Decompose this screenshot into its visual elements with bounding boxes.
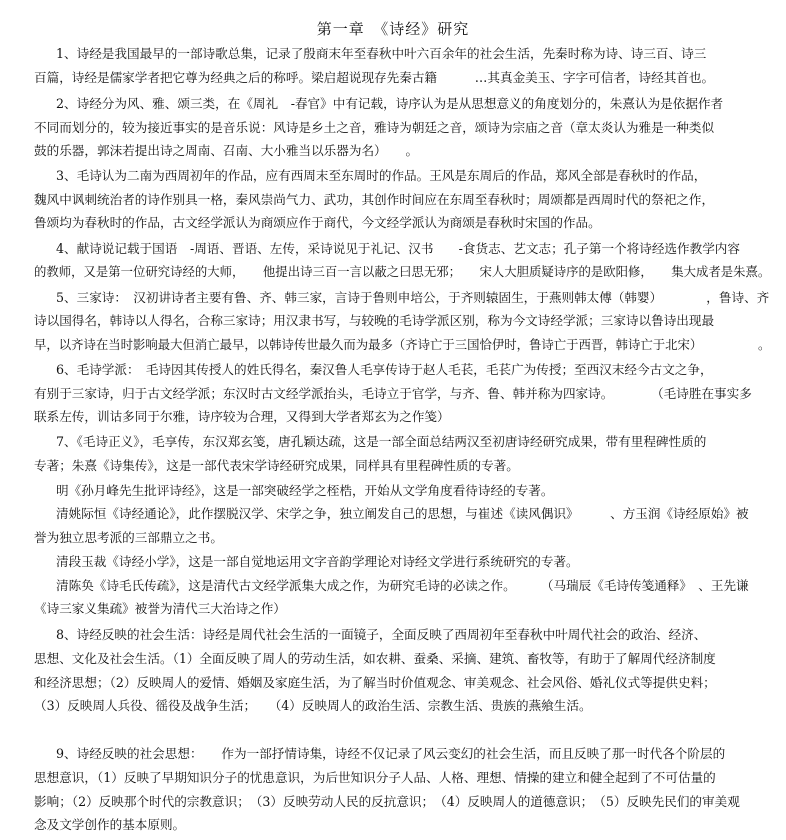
chapter-title: 第一章 《诗经》研究 (316, 20, 470, 38)
para-7-line-2: 专著；朱熹《诗集传》，这是一部代表宋学诗经研究成果，同样具有里程碑性质的专著。 (34, 458, 519, 473)
para-4-line-2: 的教师，又是第一位研究诗经的大师， 他提出诗三百一言以蔽之曰思无邪； 宋人大胆质疑诗序的是欧阳修， 集大成者是朱熹。 (34, 265, 771, 279)
para-8-line-2: 思想、文化及社会生活。（1）全面反映了周人的劳动生活，如农耕、蚕桑、采摘、建筑、畜牧等，有助于了解周代经济制度 (34, 651, 716, 666)
para-1-line-1: 1、诗经是我国最早的一部诗歌总集，记录了殷商末年至春秋中叶六百余年的社会生活，先秦时称为诗、诗三百、诗三 (56, 46, 707, 61)
para-3-line-3: 鲁颂均为春秋时的作品，古文经学派认为商颂应作于商代，今文经学派认为商颂是春秋时宋国的作品。 (34, 215, 601, 230)
para-5-line-2: 诗以国得名，韩诗以人得名，合称三家诗；用汉隶书写，与较晚的毛诗学派区别，称为今文诗经学派；三家诗以鲁诗出现最 (34, 313, 715, 328)
para-6-line-2: 有别于三家诗，归于古文经学派；东汉时古文经学派抬头，毛诗立于官学，与齐、鲁、韩并称为四家诗。 （毛诗胜在事实多 (34, 386, 752, 401)
para-5-line-3: 早，以齐诗在当时影响最大但消亡最早，以韩诗传世最久而为最多（齐诗亡于三国恰伊时，鲁诗亡于西晋，韩诗亡于北宋） 。 (34, 338, 771, 352)
para-2-line-2: 不同而划分的，较为接近事实的是音乐说：风诗是乡土之音，雅诗为朝廷之音，颂诗为宗庙之音（章太炎认为雅是一种类似 (34, 120, 715, 135)
para-3-line-1: 3、毛诗认为二南为西周初年的作品，应有西周末至东周时的作品。王风是东周后的作品，郑风全部是春秋时的作品， (56, 168, 707, 183)
para-7-line-4: 清姚际恒《诗经通论》，此作摆脱汉学、宋学之争，独立阐发自己的思想，与崔述《读风偶识》 、方玉润《诗经原始》被 (56, 506, 749, 521)
para-5-line-1: 5、三家诗： 汉初讲诗者主要有鲁、齐、韩三家，言诗于鲁则申培公，于齐则辕固生，于燕则韩太傅（韩婴） ，鲁诗、齐 (56, 290, 770, 305)
para-6-line-3: 联系左传，训诂多同于尔雅，诗序较为合理，又得到大学者郑玄为之作笺） (34, 409, 450, 424)
para-7-line-7: 清陈奂《诗毛氏传疏》，这是清代古文经学派集大成之作，为研究毛诗的必读之作。 （马瑞辰《毛诗传笺通释》 、王先谦 (56, 578, 749, 593)
para-7-line-6: 清段玉裁《诗经小学》，这是一部自觉地运用文字音韵学理论对诗经文学进行系统研究的专著。 (56, 554, 579, 569)
para-9-line-1: 9、诗经反映的社会思想： 作为一部抒情诗集，诗经不仅记录了风云变幻的社会生活，而且反映了那一时代各个阶层的 (56, 746, 726, 761)
para-3-line-2: 魏风中讽刺统治者的诗作别具一格，秦风崇尚气力、武功，其创作时间应在东周至春秋时；周颂都是西周时代的祭祀之作， (34, 192, 715, 207)
para-6-line-1: 6、毛诗学派： 毛诗因其传授人的姓氏得名，秦汉鲁人毛享传诗于赵人毛苌，毛苌广为传授；至西汉末经今古文之争， (56, 362, 713, 377)
para-8-line-1: 8、诗经反映的社会生活：诗经是周代社会生活的一面镜子，全面反映了西周初年至春秋中叶周代社会的政治、经济、 (56, 627, 707, 642)
para-8-line-4: （3）反映周人兵役、徭役及战争生活； （4）反映周人的政治生活、宗教生活、贵族的燕飨生活。 (34, 698, 592, 713)
para-2-line-1: 2、诗经分为风、雅、颂三类，在《周礼 -春官》中有记载，诗序认为是从思想意义的角度划分的，朱熹认为是依据作者 (56, 96, 724, 111)
para-9-line-2: 思想意识，（1）反映了早期知识分子的忧患意识，为后世知识分子人品、人格、理想、情操的建立和健全起到了不可估量的 (34, 770, 716, 785)
para-7-line-8: 《诗三家义集疏》被誉为清代三大治诗之作） (34, 601, 286, 616)
para-4-line-1: 4、献诗说记载于国语 -周语、晋语、左传，采诗说见于礼记、汉书 -食货志、艺文志；孔子第一个将诗经选作教学内容 (56, 241, 740, 256)
para-7-line-5: 誉为独立思考派的三部鼎立之书。 (34, 530, 223, 545)
para-8-line-3: 和经济思想；（2）反映周人的爱情、婚姻及家庭生活，为了解当时价值观念、审美观念、社会风俗、婚礼仪式等提供史料； (34, 675, 716, 690)
para-9-line-4: 念及文学创作的基本原则。 (34, 817, 186, 832)
para-7-line-3: 明《孙月峰先生批评诗经》，这是一部突破经学之桎梏，开始从文学角度看待诗经的专著。 (56, 483, 554, 498)
para-9-line-3: 影响；（2）反映那个时代的宗教意识； （3）反映劳动人民的反抗意识； （4）反映周人的道德意识； （5）反映先民们的审美观 (34, 794, 740, 809)
para-1-line-2: 百篇，诗经是儒家学者把它尊为经典之后的称呼。梁启超说现存先秦古籍 …其真金美玉、字字可信者，诗经其首也。 (34, 70, 715, 85)
para-7-line-1: 7、《毛诗正义》，毛享传，东汉郑玄笺，唐孔颖达疏，这是一部全面总结两汉至初唐诗经研究成果，带有里程碑性质的 (56, 434, 707, 449)
para-2-line-3: 鼓的乐器，郭沫若提出诗之周南、召南、大小雅当以乐器为名） 。 (34, 143, 419, 158)
